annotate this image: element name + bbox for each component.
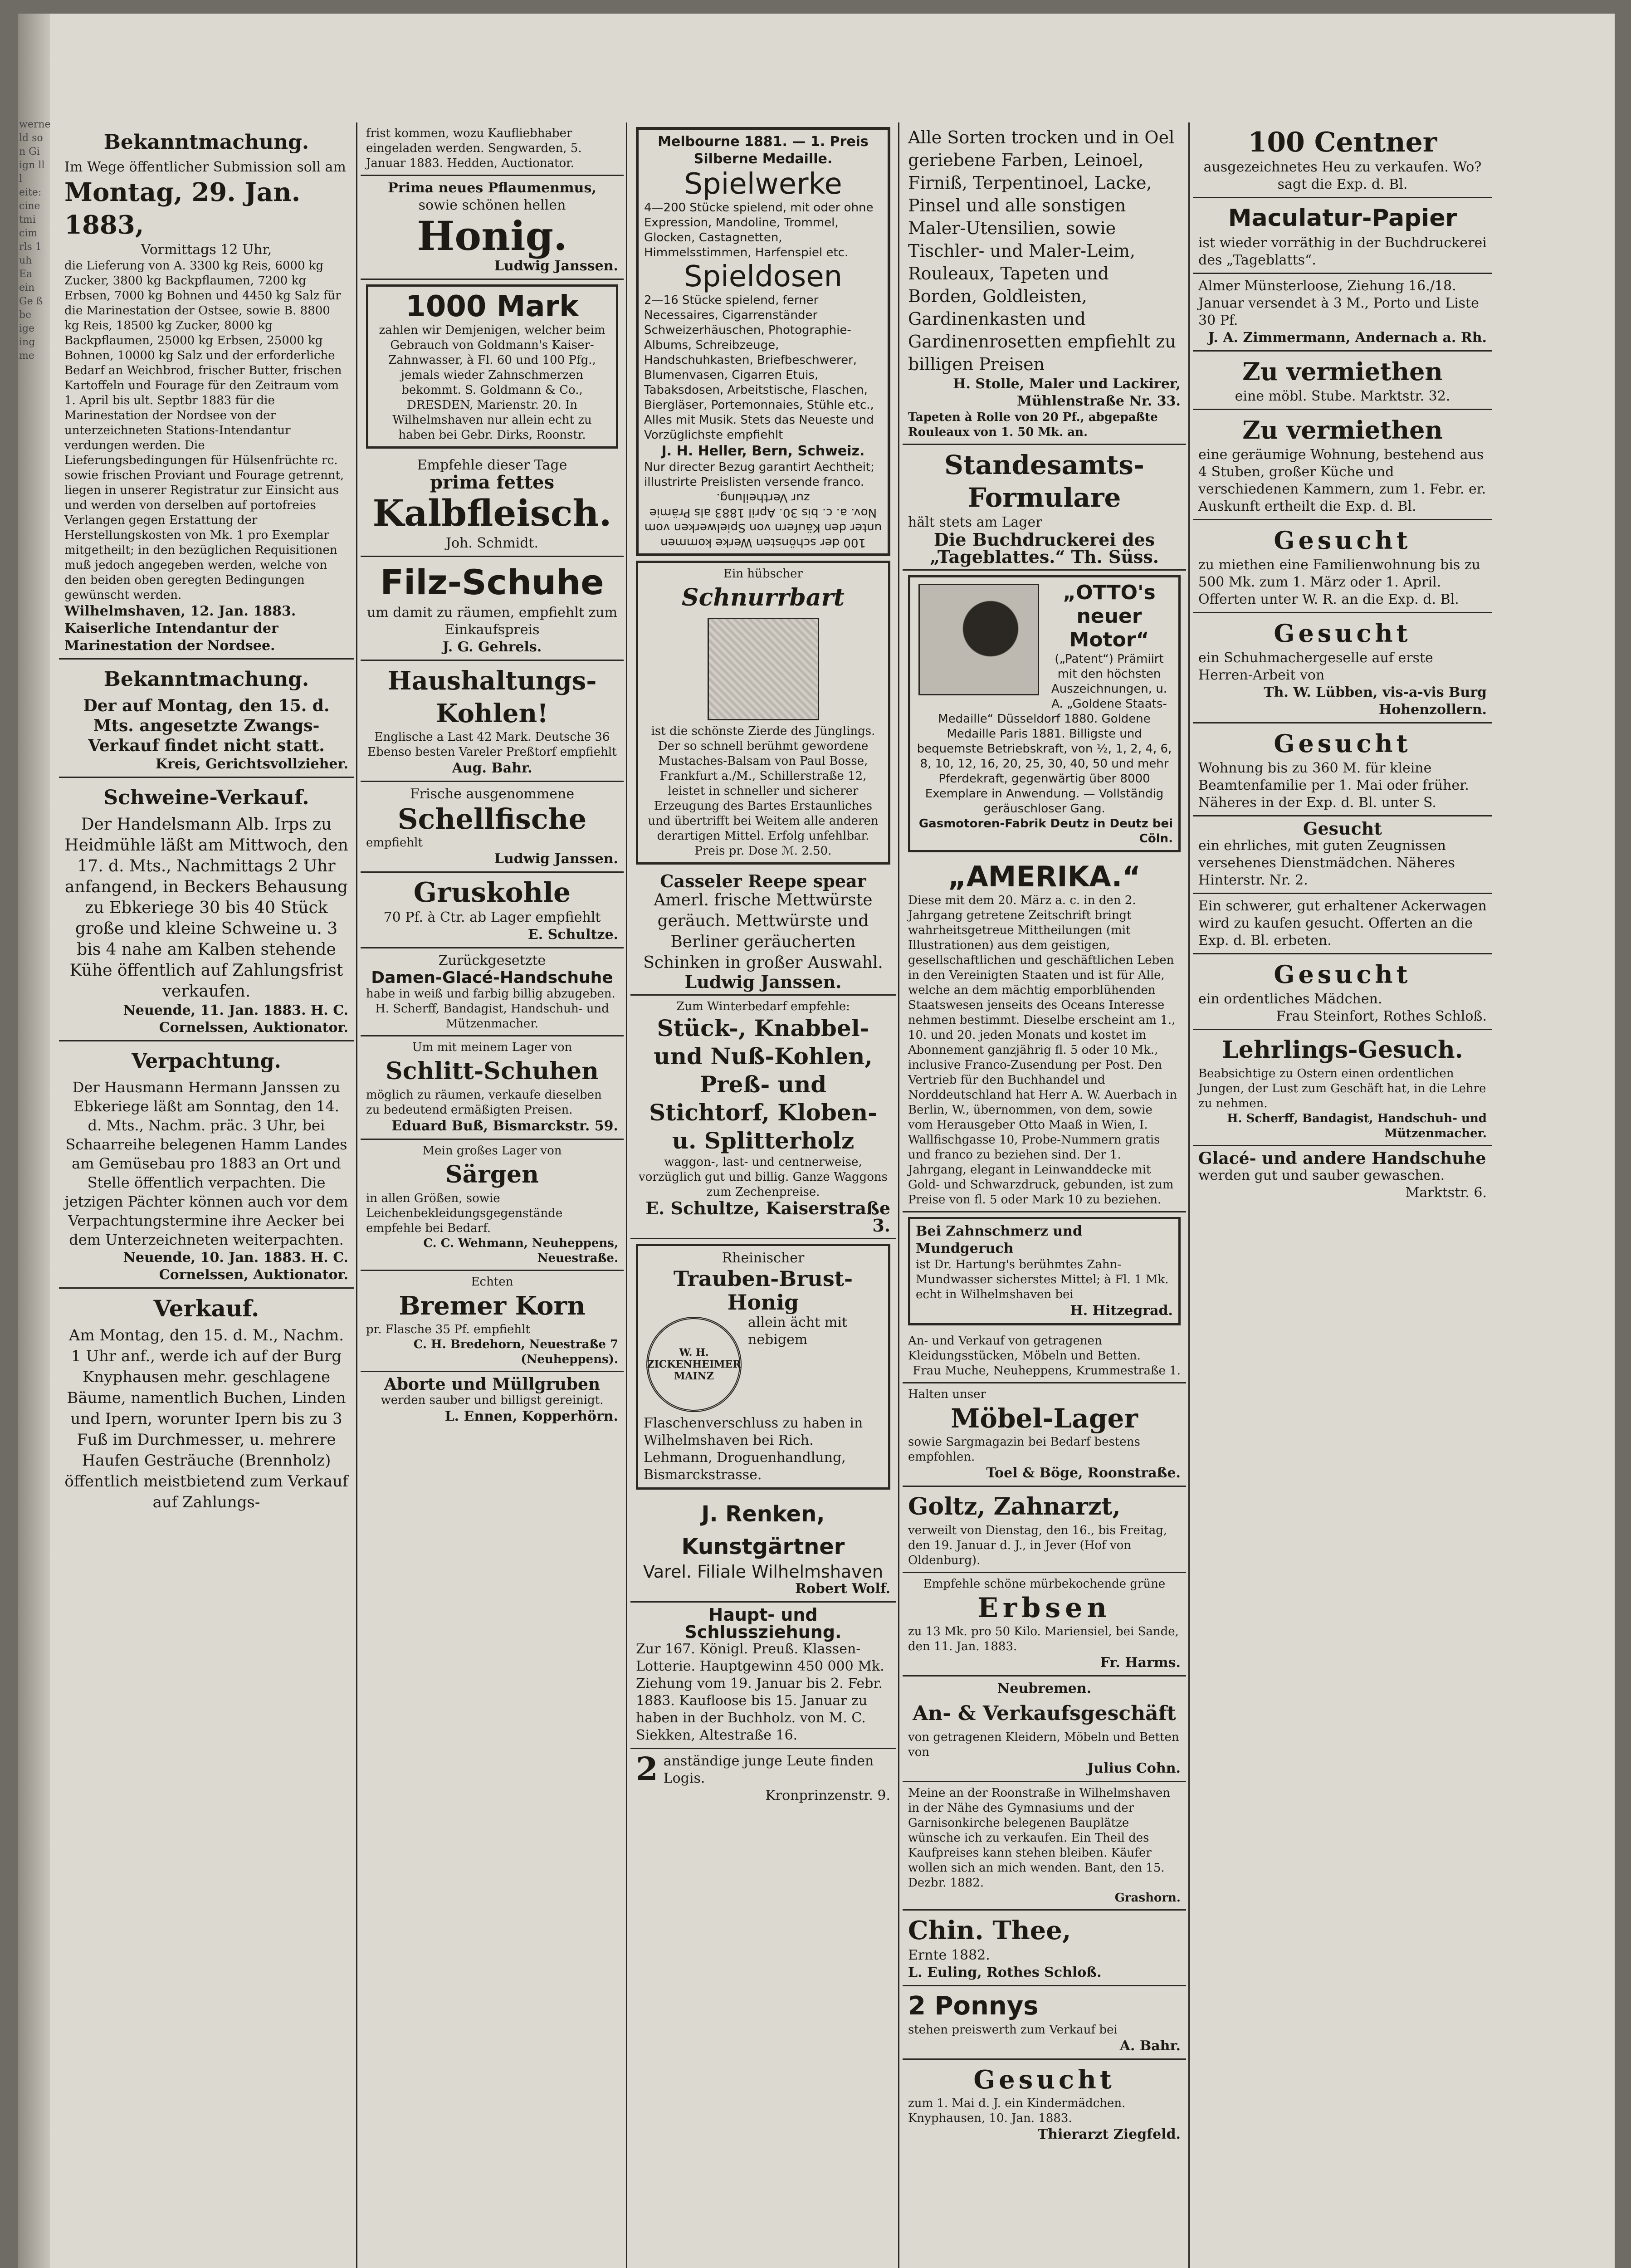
ad-text: Almer Münsterloose, Ziehung 16./18. Januar versendet à 3 M., Porto und Liste 30 Pf. (1198, 278, 1479, 328)
ad-skates (361, 1036, 624, 1140)
ad-lottery-tickets (1193, 274, 1492, 352)
ad-headline: Schellfische (397, 802, 587, 836)
ad-signature: Die Buchdruckerei des „Tageblattes.“ Th. Süss. (929, 529, 1159, 567)
column-3 (630, 122, 896, 1808)
ad-text: die Lieferung von A. 3300 kg Reis, 6000 kg Zucker, 3800 kg Backpflaumen, 7200 kg Erbsen, 7000 kg Bohnen und 4450 kg Salz für die Marinestation der Ostsee, sowie B. 8800 kg Reis, 18500 kg Zucker, 8000 kg Backpflaumen, 25000 kg Erbsen, 25000 kg Bohnen, 10000 kg Salz und der erforderliche Bedarf an Weichbrod, frischer Butter, frischen Kartoffeln und Fourage für den Zeitraum vom 1. April bis ult. Septbr 1883 für die Marinestation der Nordsee von der unterzeichneten Stations-Intendantur verdungen werden. Die Lieferungsbedingungen für Hülsenfrüchte rc. sowie frischen Proviant und Fourage getrennt, liegen in unserer Registratur zur Einsicht aus und werden von derselben auf portofreies Verlangen gegen Erstattung der Herstellungskosten von Mk. 1 pro Exemplar mitgetheilt; in den bezüglichen Requisitionen muß jedoch angegeben werden, welche von den beiden oben geregten Bedingungen gewünscht werden. (64, 259, 344, 602)
ad-coal (361, 661, 624, 782)
ad-text: um damit zu räumen, empfiehlt zum Einkaufspreis (366, 605, 618, 638)
bearded-figure-illustration (708, 618, 819, 720)
ad-signature: C. C. Wehmann, Neuheppens, Neuestraße. (423, 1237, 618, 1265)
ad-text: ein Schuhmachergeselle auf erste Herren-Arbeit von (1198, 650, 1433, 683)
ad-text: von getragenen Kleidern, Möbeln und Betten von (908, 1730, 1179, 1759)
ad-text: möglich zu räumen, verkaufe dieselben zu bedeutend ermäßigten Preisen. (366, 1088, 602, 1117)
ad-building-plots (903, 1782, 1186, 1911)
ad-headline: 2 Ponnys (908, 1991, 1039, 2021)
ad-amerika (903, 857, 1186, 1212)
column-1 (59, 122, 354, 1516)
ad-toothwater (366, 284, 618, 449)
ad-ponies (903, 1986, 1186, 2060)
ad-text: ist Dr. Hartung's berühmtes Zahn-Mundwasser sicherstes Mittel; à Fl. 1 Mk. echt in Wilhelmshaven bei (916, 1258, 1169, 1301)
ad-dentist (903, 1487, 1186, 1573)
ad-headline: 100 Centner (1248, 127, 1437, 158)
ad-signature: Julius Cohn. (1087, 1760, 1181, 1776)
ad-subtitle: prima fettes (430, 472, 554, 493)
ad-note: Nur directer Bezug garantirt Aechtheit; illustrirte Preislisten versende franco. (644, 460, 874, 489)
ad-registry-forms (903, 445, 1186, 571)
ad-title: Aborte und Müllgruben (384, 1375, 601, 1394)
ad-lease (59, 1041, 354, 1289)
ad-flat-wanted (1193, 520, 1492, 613)
ad-signature: Ludwig Janssen. (684, 972, 842, 992)
ad-headline-2: Spieldosen (684, 260, 843, 293)
ad-upside-down-text: 100 der schönsten Werke kommen unter den Käufern von Spielwerken vom Nov. a. c. bis 30. April 1883 als Prämie zur Vertheilung. (644, 491, 882, 549)
ad-apprentice-wanted (1193, 1030, 1492, 1146)
ad-signature: Gasmotoren-Fabrik Deutz in Deutz bei Cöln. (918, 817, 1173, 846)
ad-title: Bei Zahnschmerz und Mundgeruch (916, 1223, 1082, 1256)
ad-signature: Toel & Böge, Roonstraße. (986, 1465, 1181, 1481)
ad-continuation (361, 122, 624, 176)
ad-title: Verkauf. (153, 1295, 259, 1322)
ad-text: pr. Flasche 35 Pf. empfiehlt (366, 1323, 530, 1336)
ad-signature: Grashorn. (1114, 1891, 1181, 1905)
ad-headline: Spielwerke (684, 167, 842, 201)
ad-signature: A. Bahr. (1119, 2038, 1181, 2054)
ad-apartment-wanted (1193, 723, 1492, 816)
zickenheimer-seal (646, 1317, 742, 1412)
column-rule (898, 122, 899, 2268)
ad-text: („Patent“) Prämiirt mit den höchsten Auszeichnungen, u. A. „Goldene Staats-Medaille“ Düsseldorf 1880. Goldene Medaille Paris 1881. Billigste und bequemste Betriebskraft, von ½, 1, 2, 4, 6, 8, 10, 12, 16, 20, 25, 30, 40, 50 und mehr Pferdekraft, gegenwärtig über 8000 Exemplare in Anwendung. — Vollständig geräuschloser Gang. (917, 652, 1172, 816)
ad-gloves (361, 948, 624, 1036)
ad-text: Englische a Last 42 Mark. Deutsche 36 Ebenso besten Vareler Preßtorf empfiehlt (367, 730, 617, 759)
ad-signature: H. Stolle, Maler und Lackirer, Mühlenstraße Nr. 33. (953, 376, 1181, 409)
ad-title: Verpachtung. (132, 1050, 281, 1073)
ad-headline: Trauben-Brust-Honig (673, 1266, 853, 1315)
engine-illustration (918, 584, 1039, 695)
ad-text: empfiehlt (366, 836, 423, 850)
ad-text: eine geräumige Wohnung, bestehend aus 4 Stuben, großer Küche und verschiedenen Kammern, zum 1. Febr. er. Auskunft ertheilt die Exp. d. Bl. (1198, 447, 1486, 514)
ad-subtitle: sowie schönen hellen (418, 197, 566, 213)
ad-signature: L. Euling, Rothes Schloß. (908, 1965, 1102, 1980)
ad-signature: H. Scherff, Bandagist, Handschuh- und Mützenmacher. (1227, 1112, 1487, 1140)
column-rule (356, 122, 357, 2268)
ad-text: zahlen wir Demjenigen, welcher beim Gebrauch von Goldmann's Kaiser-Zahnwasser, à Fl. 60 und 100 Pfg., jemals wieder Zahnschmerzen bekommt. S. Goldmann & Co., DRESDEN, Marienstr. 20. In Wilhelmshaven nur allein echt zu haben bei Gebr. Dirks, Roonstr. (379, 323, 606, 442)
ad-title: Casseler Reepe spear (660, 871, 866, 891)
ad-plum-jam (361, 176, 624, 280)
ad-text: 70 Pf. à Ctr. ab Lager empfiehlt (383, 909, 601, 925)
ad-title: Mein großes Lager von (422, 1144, 562, 1158)
ad-signature: Frau Muche, Neuheppens, Krummestraße 1. (913, 1364, 1181, 1378)
ad-signature: Aug. Bahr. (452, 760, 532, 776)
ad-headline: Maculatur-Papier (1228, 205, 1457, 232)
ad-text-2: 2—16 Stücke spielend, ferner Necessaires, Cigarrenständer Schweizerhäuschen, Photographie-Albums, Schreibzeuge, Handschuhkasten, Briefbeschwerer, Blumenvasen, Cigarren Etuis, Tabaksdosen, Arbeitstische, Flaschen, Biergläser, Portemonnaies, Stühle etc., Alles mit Musik. Stets das Neueste und Vorzüglichste empfiehlt (644, 293, 874, 442)
ad-signature: Fr. Harms. (1100, 1655, 1181, 1671)
ad-text: ist wieder vorräthig in der Buchdruckerei des „Tageblatts“. (1198, 235, 1487, 268)
ad-title: Bekanntmachung. (103, 668, 309, 691)
ad-nanny-wanted (903, 2060, 1186, 2147)
ad-text: anständige junge Leute finden Logis. (663, 1753, 874, 1786)
binding-gutter (18, 14, 50, 2268)
ad-title: Empfehle schöne mürbekochende grüne (923, 1577, 1166, 1591)
ad-text: Beabsichtige zu Ostern einen ordentlichen Jungen, der Lust zum Geschäft hat, in die Lehre zu nehmen. (1198, 1067, 1486, 1110)
ad-text: ausgezeichnetes Heu zu verkaufen. Wo? sagt die Exp. d. Bl. (1203, 159, 1482, 192)
ad-tea (903, 1911, 1186, 1986)
ad-text: sowie Sargmagazin bei Bedarf bestens empfohlen. (908, 1435, 1140, 1464)
ad-headline: Chin. Thee, (908, 1916, 1071, 1945)
ad-headline: Gesucht (1274, 960, 1411, 989)
ad-text: zu miethen eine Familienwohnung bis zu 500 Mk. zum 1. März oder 1. April. Offerten unter W. R. an die Exp. d. Bl. (1198, 557, 1481, 607)
ad-text: Wohnung bis zu 360 M. für kleine Beamtenfamilie per 1. Mai oder früher. Näheres in der Exp. d. Bl. unter S. (1198, 760, 1469, 811)
ad-gruskohle (361, 873, 624, 948)
ad-body: Im Wege öffentlicher Submission soll am (64, 159, 346, 175)
ad-lottery (630, 1603, 896, 1749)
ad-headline: Gesucht (1274, 526, 1411, 555)
ad-second-hand-shop (903, 1677, 1186, 1782)
ad-text: Ein schwerer, gut erhaltener Ackerwagen wird zu kaufen gesucht. Offerten an die Exp. d. Bl. erbeten. (1198, 898, 1487, 948)
ad-title: Haupt- und Schlussziehung. (684, 1605, 842, 1642)
ad-room-for-rent (1193, 352, 1492, 410)
ad-lodging (630, 1749, 896, 1808)
ad-headline: Standesamts-Formulare (944, 450, 1144, 513)
ad-title: Zum Winterbedarf empfehle: (676, 1000, 850, 1013)
ad-signature: Th. W. Lübben, vis-a-vis Burg Hohenzollern. (1264, 684, 1487, 718)
column-2 (361, 122, 624, 1429)
ad-text: frist kommen, wozu Kaufliebhaber eingeladen werden. Sengwarden, 5. Januar 1883. Hedden, Auctionator. (366, 127, 582, 170)
ad-text: An- und Verkauf von getragenen Kleidungsstücken, Möbeln und Betten. (908, 1334, 1141, 1363)
ad-text: Amerl. frische Mettwürste geräuch. Mettwürste und Berliner geräucherten Schinken in großer Auswahl. (643, 891, 883, 972)
ad-signature: Marktstr. 6. (1405, 1185, 1487, 1201)
ad-furniture (903, 1383, 1186, 1487)
ad-text: eine möbl. Stube. Marktstr. 32. (1235, 388, 1450, 404)
ad-sausages (630, 869, 896, 996)
ad-headline: Lehrlings-Gesuch. (1222, 1036, 1463, 1064)
ad-body: Der Handelsmann Alb. Irps zu Heidmühle läßt am Mittwoch, den 17. d. Mts., Nachmittags 2 Uhr anfangend, in Beckers Behausung zu Ebkeriege 30 bis 40 Stück große und kleine Schweine u. 3 bis 4 nahe am Kalben stehende Kühe öffentlich auf Zahlungsfrist verkaufen. (64, 815, 348, 1001)
ad-headline: Gruskohle (413, 877, 571, 909)
ad-title: Neubremen. (997, 1681, 1092, 1696)
ad-headline: Zu vermiethen (1242, 415, 1443, 445)
ad-peas (903, 1573, 1186, 1677)
column-5 (1193, 122, 1492, 1205)
ad-headline: Honig. (417, 212, 567, 259)
ad-text: zum 1. Mai d. J. ein Kindermädchen. Knyphausen, 10. Jan. 1883. (908, 2097, 1126, 2125)
ad-title: Ein hübscher (723, 567, 803, 581)
ad-text: verweilt von Dienstag, den 16., bis Freitag, den 19. Januar d. J., in Jever (Hof von Oldenburg). (908, 1524, 1167, 1567)
ad-coffins (361, 1140, 624, 1271)
ad-girl-wanted (1193, 954, 1492, 1030)
ad-korn (361, 1271, 624, 1372)
ad-haddock (361, 782, 624, 873)
ad-mouthwash (908, 1217, 1181, 1325)
seal-text: W. H. ZICKENHEIMER MAINZ (647, 1347, 741, 1382)
ad-headline: Möbel-Lager (951, 1403, 1138, 1434)
ad-signature: J. A. Zimmermann, Andernach a. Rh. (1208, 330, 1487, 346)
ad-headline: Gesucht (1274, 729, 1411, 758)
ad-signature: Kronprinzenstr. 9. (765, 1788, 890, 1804)
ad-pig-sale (59, 778, 354, 1041)
ad-text: ein ordentliches Mädchen. (1198, 991, 1382, 1007)
ad-headline: Filz-Schuhe (380, 562, 604, 602)
ad-text: Meine an der Roonstraße in Wilhelmshaven in der Nähe des Gymnasiums und der Garnisonkirche belegenen Bauplätze wünsche ich zu verkaufen. Ein Theil des Kaufpreises kann stehen bleiben. Käufer wollen sich an mich wenden. Bant, den 15. Dezbr. 1882. (908, 1786, 1171, 1890)
ad-text: in allen Größen, sowie Leichenbekleidungsgegenstände empfehle bei Bedarf. (366, 1192, 563, 1235)
ad-note: Tapeten à Rolle von 20 Pf., abgepaßte Rouleaux von 1. 50 Mk. an. (908, 411, 1158, 439)
ad-headline: Gesucht (973, 2065, 1115, 2095)
ad-signature: H. Scherff, Bandagist, Handschuh- und Mützenmacher. (375, 1002, 609, 1031)
ad-wagon-wanted (1193, 894, 1492, 954)
ad-title: Glacé- und andere Handschuhe (1198, 1149, 1486, 1168)
ad-headline: Kalbfleisch. (372, 492, 612, 534)
ad-text: Varel. Filiale Wilhelmshaven (643, 1562, 884, 1582)
ad-signature: Neuende, 11. Jan. 1883. H. C. Cornelssen, Auktionator. (123, 1002, 348, 1036)
ad-signature: E. Schultze. (527, 927, 618, 943)
ad-headline: „AMERIKA.“ (947, 860, 1141, 893)
ad-notice (59, 660, 354, 778)
ad-headline: Zu vermiethen (1242, 357, 1443, 386)
ad-title: Bekanntmachung. (103, 131, 309, 154)
ad-winter-fuel (630, 996, 896, 1239)
ad-signature: Joh. Schmidt. (446, 535, 538, 551)
ad-headline: J. Renken, Kunstgärtner (681, 1501, 845, 1559)
ad-body: Der Hausmann Hermann Janssen zu Ebkeriege läßt am Sonntag, den 14. d. Mts., Nachm. präc. 3 Uhr, bei Schaarreihe belegenen Hamm Landes am Gemüsebau pro 1883 an Ort und Stelle öffentlich verpachten. Die jetzigen Pächter können auch vor dem Verpachtungstermine ihre Aecker bei dem Unterzeichneten weiterpachten. (64, 1079, 348, 1248)
column-4 (903, 122, 1186, 2147)
ad-hay (1193, 122, 1492, 198)
ad-signature: J. G. Gehrels. (442, 639, 542, 655)
ad-text: Zur 167. Königl. Preuß. Klassen-Lotterie. Hauptgewinn 450 000 Mk. Ziehung vom 19. Januar bis 2. Febr. 1883. Kaufloose bis 15. Januar zu haben in der Buchholz. von M. C. Siekken, Altestraße 16. (636, 1641, 884, 1743)
ad-text: ist die schönste Zierde des Jünglings. Der so schnell berühmt gewordene Mustaches-Balsam von Paul Bosse, Frankfurt a./M., Schillerstraße 12, leistet in schneller und sicherer Erzeugung des Bartes Erstaunliches und übertrifft bei Weitem alle anderen derartigen Mittel. Erfolg unfehlbar. Preis pr. Dose ℳ. 2.50. (648, 724, 879, 858)
ad-submission (59, 122, 354, 660)
ad-title: Halten unser (908, 1388, 986, 1401)
ad-cesspits (361, 1372, 624, 1429)
ad-signature: Thierarzt Ziegfeld. (1037, 2126, 1181, 2142)
ad-headline: Gesucht (1274, 619, 1411, 648)
ad-headline: „OTTO's neuer Motor“ (1063, 581, 1156, 651)
ad-signature: Wilhelmshaven, 12. Jan. 1883. Kaiserliche Intendantur der Marinestation der Nordsee. (64, 603, 296, 654)
ad-title: Um mit meinem Lager von (412, 1041, 572, 1054)
ad-time: Vormittags 12 Uhr, (141, 242, 272, 258)
ad-signature: L. Ennen, Kopperhörn. (444, 1408, 618, 1424)
ad-headline: Erbsen (977, 1592, 1111, 1624)
ad-title: Schweine-Verkauf. (103, 786, 309, 809)
ad-signature: H. Hitzegrad. (1070, 1303, 1173, 1319)
column-rule (1188, 122, 1190, 2268)
ad-veal (361, 453, 624, 557)
ad-headline: Haushaltungs-Kohlen! (387, 666, 597, 728)
ad-text: Ernte 1882. (908, 1947, 990, 1963)
ad-headline: Stück-, Knabbel- und Nuß-Kohlen, Preß- und Stichtorf, Kloben- u. Splitterholz (649, 1015, 877, 1154)
ad-signature: Kreis, Gerichtsvollzieher. (155, 756, 348, 772)
ad-signature: Eduard Buß, Bismarckstr. 59. (391, 1118, 618, 1134)
ad-text: zu 13 Mk. pro 50 Kilo. Mariensiel, bei Sande, den 11. Jan. 1883. (908, 1625, 1179, 1653)
ad-text: Alle Sorten trocken und in Oel geriebene Farben, Leinoel, Firniß, Terpentinoel, Lacke, Pinsel und alle sonstigen Maler-Utensilien, sowie Tischler- und Maler-Leim, Rouleaux, Tapeten und Borden, Goldleisten, Gardinenkasten und Gardinenrosetten empfiehlt zu billigen Preisen (908, 127, 1176, 374)
ad-text: allein ächt mit nebigem Flaschenverschluss zu haben in Wilhelmshaven bei Rich. Lehmann, Droguenhandlung, Bismarckstrasse. (644, 1315, 863, 1483)
ad-title: Empfehle dieser Tage (417, 457, 567, 473)
ad-text: hält stets am Lager (908, 514, 1042, 530)
ad-signature: Ludwig Janssen. (494, 258, 618, 274)
ad-headline: Goltz, Zahnarzt, (908, 1493, 1121, 1520)
ad-signature: C. H. Bredehorn, Neuestraße 7 (Neuheppens). (413, 1338, 618, 1366)
ad-maid-wanted (1193, 816, 1492, 894)
gutter-text: werne ld so n Gi ign ll l eite: cine tmi cim rls 1 uh Ea ein Ge ß be ige ing me (19, 119, 51, 362)
column-rule (626, 122, 627, 2268)
ad-text: ein ehrliches, mit guten Zeugnissen versehenes Dienstmädchen. Näheres Hinterstr. Nr. 2. (1198, 838, 1455, 888)
ad-flat-for-rent (1193, 410, 1492, 520)
ad-otto-motor (908, 575, 1181, 852)
ad-signature: Neuende, 10. Jan. 1883. H. C. Cornelssen, Auktionator. (123, 1250, 348, 1283)
ad-text: werden gut und sauber gewaschen. (1198, 1168, 1445, 1183)
ad-headline: Gesucht (1303, 818, 1382, 839)
ad-text: Diese mit dem 20. März a. c. in den 2. Jahrgang getretene Zeitschrift bringt wahrheitsgetreue Mittheilungen (mit Illustrationen) aus dem geistigen, gesellschaftlichen und geschäftlichen Leben in den Vereinigten Staaten und ist für Alle, welche an dem mächtig emporblühenden Staatswesen jenseits des Oceans Interesse nehmen bestimmt. Dieselbe erscheint am 1., 10. und 20. jeden Monats und kostet im Abonnement ganzjährig fl. 5 oder 10 Mk., inclusive Franco-Zusendung per Post. Den Vertrieb für den Buchhandel und Norddeutschland hat Herr A. W. Auerbach in Berlin, W., übernommen, von dem, sowie vom Herausgeber Otto Maaß in Wien, I. Wallfischgasse 10, Probe-Nummern gratis und franco zu beziehen sind. Der 1. Jahrgang, elegant in Leinwanddecke mit Gold- und Schwarzdruck, gebunden, ist zum Preise von fl. 5 oder Mark 10 zu beziehen. (908, 894, 1177, 1207)
ad-used-goods (903, 1330, 1186, 1383)
ad-waste-paper (1193, 198, 1492, 274)
ad-timber-sale (59, 1289, 354, 1516)
ad-music-boxes (636, 127, 890, 556)
ad-body: Am Montag, den 15. d. M., Nachm. 1 Uhr anf., werde ich auf der Burg Knyphausen mehr. geschlagene Bäume, namentlich Buchen, Linden und Ipern, worunter Ipern bis zu 3 Fuß im Durchmesser, u. mehrere Haufen Gesträuche (Brennholz) öffentlich meistbietend zum Verkauf auf Zahlungs- (64, 1326, 348, 1511)
ad-text: stehen preiswerth zum Verkauf bei (908, 2023, 1118, 2037)
ad-headline: 2 (636, 1750, 658, 1788)
ad-text: waggon-, last- und centnerweise, vorzüglich gut und billig. Ganze Waggons zum Zechenpreise. (639, 1155, 888, 1199)
ad-headline: 1000 Mark (405, 290, 579, 323)
ad-text: 4—200 Stücke spielend, mit oder ohne Expression, Mandoline, Trommel, Glocken, Castagnetten, Himmelsstimmen, Harfenspiel etc. (644, 201, 874, 259)
ad-headline: Särgen (445, 1161, 539, 1188)
ad-glove-washing (1193, 1146, 1492, 1205)
ad-date: Montag, 29. Jan. 1883, (64, 177, 301, 240)
ad-mustache-balsam (636, 561, 890, 865)
ad-signature: E. Schultze, Kaiserstraße 3. (645, 1198, 890, 1236)
ad-paints (903, 122, 1186, 445)
ad-headline: Schnurrbart (682, 584, 845, 611)
ad-title: Echten (471, 1275, 513, 1289)
ad-title: Rheinischer (722, 1250, 805, 1266)
ad-headline: Schlitt-Schuhen (386, 1057, 599, 1085)
ad-title: Melbourne 1881. — 1. Preis Silberne Medaille. (658, 134, 869, 167)
ad-title: Prima neues Pflaumenmus, (388, 180, 596, 196)
ad-text: werden sauber und billigst gereinigt. (381, 1393, 604, 1407)
ad-text: habe in weiß und farbig billig abzugeben. (366, 987, 615, 1001)
ad-signature: J. H. Heller, Bern, Schweiz. (661, 443, 865, 459)
ad-headline: An- & Verkaufsgeschäft (913, 1702, 1176, 1725)
newspaper-page (18, 14, 1615, 2268)
ad-body: Der auf Montag, den 15. d. Mts. angesetzte Zwangs-Verkauf findet nicht statt. (83, 696, 330, 755)
ad-signature: Ludwig Janssen. (494, 851, 618, 867)
ad-gardener (630, 1494, 896, 1603)
ad-felt-shoes (361, 557, 624, 661)
ad-shoemaker-wanted (1193, 613, 1492, 723)
ad-signature: Robert Wolf. (795, 1581, 890, 1597)
ad-title: Zurückgesetzte (438, 953, 546, 968)
ad-signature: Frau Steinfort, Rothes Schloß. (1276, 1008, 1487, 1024)
ad-headline: Bremer Korn (399, 1291, 586, 1321)
ad-grape-honey (636, 1244, 890, 1490)
ad-title: Frische ausgenommene (410, 786, 575, 802)
ad-headline: Damen-Glacé-Handschuhe (371, 968, 613, 987)
